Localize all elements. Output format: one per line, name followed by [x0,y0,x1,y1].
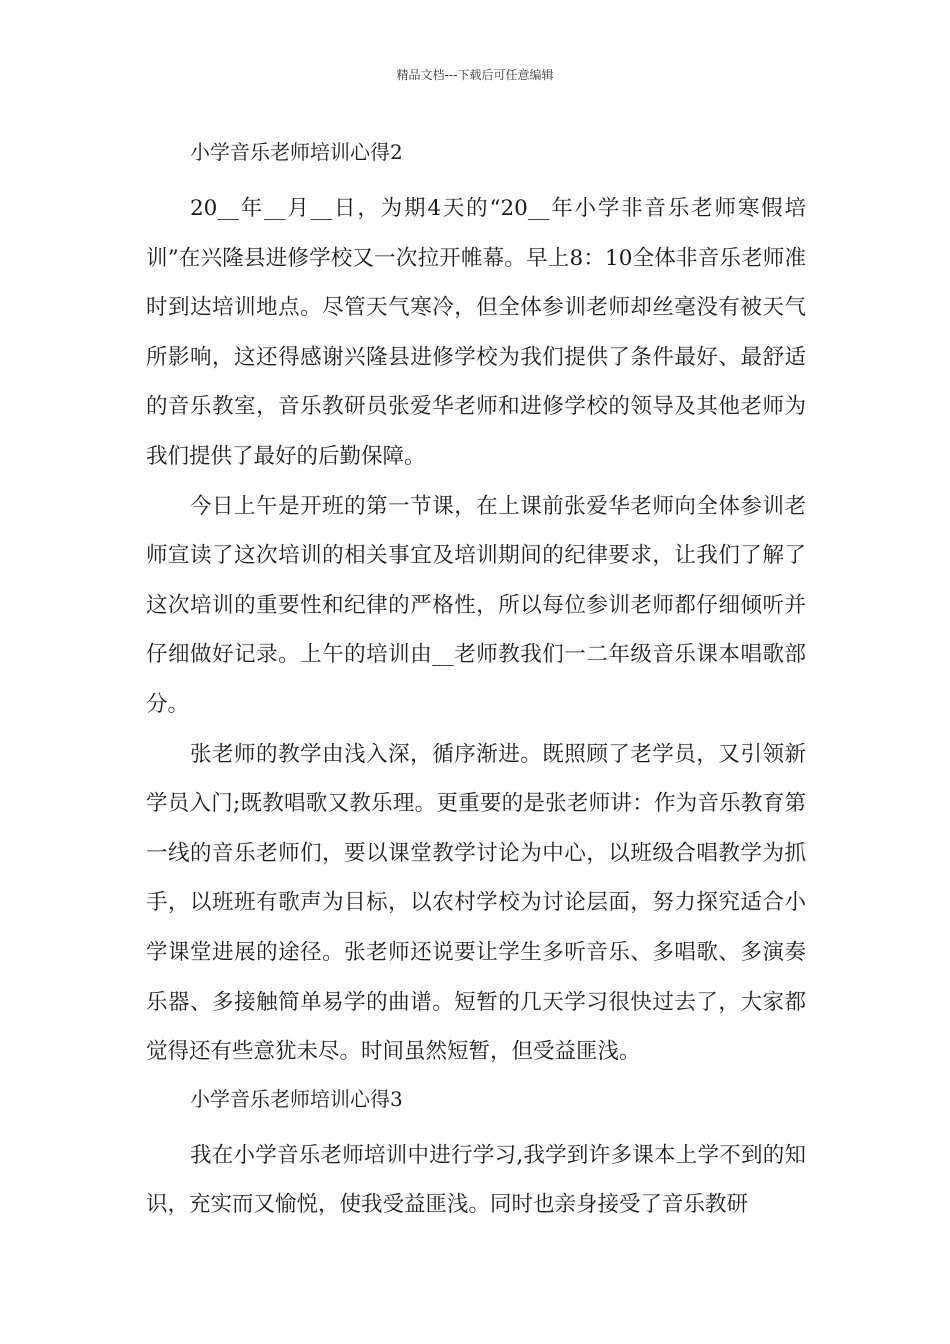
page-header: 精品文档---下载后可任意编辑 [396,68,554,82]
document-body [146,134,806,1230]
paragraph: 张老师的教学由浅入深，循序渐进。既照顾了老学员，又引领新学员入门;既教唱歌又教乐理。更重要的是张老师讲：作为音乐教育第一线的音乐老师们，要以课堂教学讨论为中心，以班级合唱教学为抓手，以班班有歌声为目标，以农村学校为讨论层面，努力探究适合小学课堂进展的途径。张老师还说要让学生多听音乐、多唱歌、多演奏乐器、多接触简单易学的曲谱。短暂的几天学习很快过去了，大家都觉得还有些意犹未尽。时间虽然短暂，但受益匪浅。 [146,741,806,1065]
paragraph: 今日上午是开班的第一节课，在上课前张爱华老师向全体参训老师宣读了这次培训的相关事宜及培训期间的纪律要求，让我们了解了这次培训的重要性和纪律的严格性，所以每位参训老师都仔细倾听并仔细做好记录。上午的培训由__老师教我们一二年级音乐课本唱歌部分。 [146,493,806,717]
paragraph: 20__年__月__日，为期4天的“20__年小学非音乐老师寒假培训”在兴隆县进修学校又一次拉开帷幕。早上8：10全体非音乐老师准时到达培训地点。尽管天气寒冷，但全体参训老师却丝毫没有被天气所影响，这还得感谢兴隆县进修学校为我们提供了条件最好、最舒适的音乐教室，音乐教研员张爱华老师和进修学校的领导及其他老师为我们提供了最好的后勤保障。 [146,196,806,469]
section-heading-2: 小学音乐老师培训心得3 [190,1086,403,1111]
paragraph: 我在小学音乐老师培训中进行学习,我学到许多课本上学不到的知识，充实而又愉悦，使我受益匪浅。同时也亲身接受了音乐教研 [146,1142,806,1218]
section-heading-1: 小学音乐老师培训心得2 [190,140,403,164]
